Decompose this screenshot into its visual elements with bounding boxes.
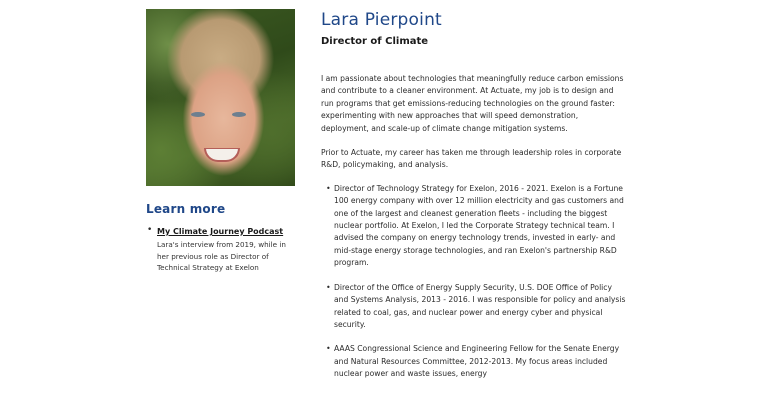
learn-more-heading: Learn more <box>146 202 226 216</box>
learn-more-item <box>156 226 306 274</box>
roles-list <box>321 183 626 381</box>
bio-paragraph: Prior to Actuate, my career has taken me through leadership roles in corporate R&D, policymaking, and analysis. <box>321 148 622 170</box>
sidebar <box>146 9 306 274</box>
bio-paragraph: I am passionate about technologies that meaningfully reduce carbon emissions and contribute to a cleaner environment. At Actuate, my job is to design and run programs that get emissions-reducing technologies on the ground faster: experimenting with new approaches that will speed demonstration, deployment, and scale-up of climate change mitigation systems. <box>321 74 624 133</box>
person-name: Lara Pierpoint <box>321 10 442 30</box>
role-item: • Director of Technology Strategy for Exelon, 2016 - 2021. Exelon is a Fortune 100 energy company with over 12 million electricity and gas customers and one of the largest and cleanest generation fleets - including the biggest nuclear portfolio. At Exelon, I led the Corporate Strategy technical team. I advised the company on energy technology trends, invested in early- and mid-stage energy storage technologies, and ran Exelon's partnership R&D program. <box>334 183 626 270</box>
person-title: Director of Climate <box>321 36 429 47</box>
learn-more-list <box>146 226 306 274</box>
podcast-link[interactable]: • My Climate Journey Podcast <box>157 227 284 236</box>
bio-content <box>321 9 631 393</box>
podcast-description: Lara's interview from 2019, while in her previous role as Director of Technical Strategy at Exelon <box>157 240 286 272</box>
profile-photo <box>146 9 295 186</box>
photo-detail <box>191 112 205 117</box>
photo-detail <box>232 112 246 117</box>
role-item: • AAAS Congressional Science and Engineering Fellow for the Senate Energy and Natural Resources Committee, 2012-2013. My focus areas included nuclear power and waste issues, energy <box>334 343 626 380</box>
photo-detail <box>204 148 240 162</box>
role-item: • Director of the Office of Energy Supply Security, U.S. DOE Office of Policy and Systems Analysis, 2013 - 2016. I was responsible for policy and analysis related to coal, gas, and nuclear power and energy cyber and physical security. <box>334 282 626 332</box>
